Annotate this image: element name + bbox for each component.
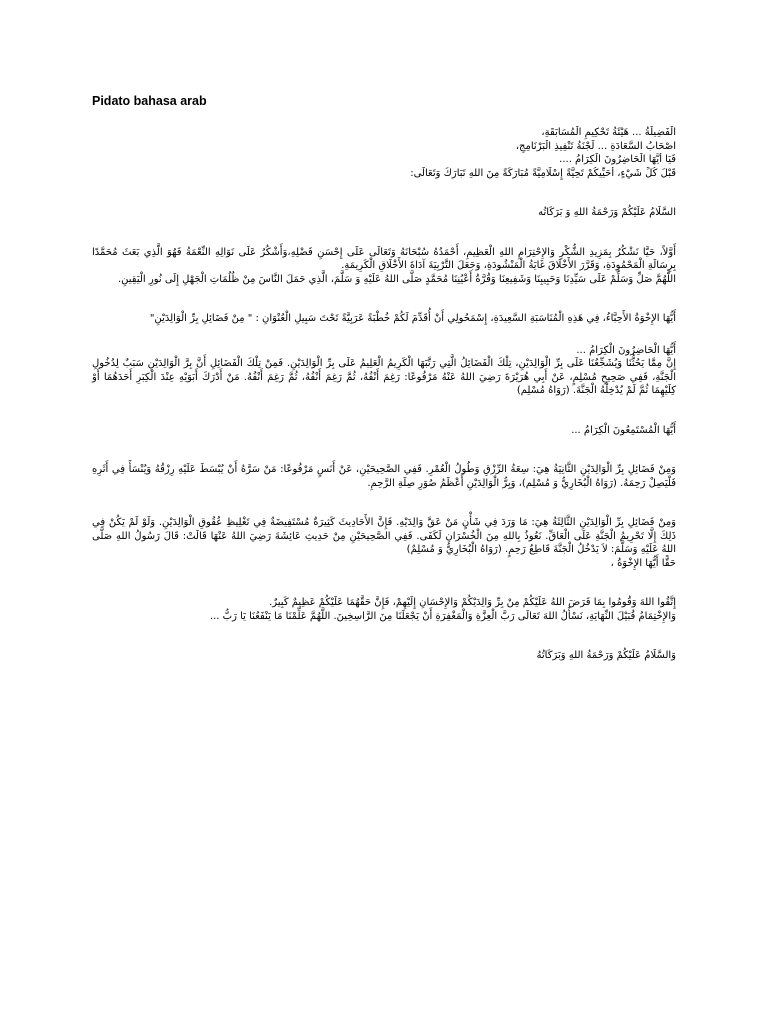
document-title: Pidato bahasa arab	[92, 94, 207, 108]
praise-paragraph: اللَّهُمَّ صَلِّ وَسَلِّمْ عَلَى سَيِّدِنَا وَحَبِيبِنَا وَشَفِيعِنَا وَقُرَّةُ أَعْيُنِنَا مُحَمَّدٍ صَلَّى اللهُ عَلَيْهِ وَ سَلَّمَ، الَّذِي حَمَلَ النَّاسَ مِنْ ظُلُمَاتِ الْجَهْلِ إِلَى نُورِ الْيَقِينِ.	[117, 273, 676, 285]
address-line: أَيُّهَا الْمُسْتَمِعُونَ الْكِرَامُ ...	[571, 424, 676, 436]
final-salam-line: وَالسَّلَامُ عَلَيْكُمْ وَرَحْمَةُ اللهِ وَبَرَكَاتُهُ	[536, 650, 676, 661]
salam-line: السَّلَامُ عَلَيْكُمْ وَرَحْمَةُ اللهِ وَ بَرَكَاتُه	[538, 207, 676, 218]
first-virtue-paragraph: إِنَّ مِمَّا يَحُثُّنَا وَيُشَجِّعُنَا عَلَى بِرِّ الْوَالِدَيْنِ، تِلْكَ الْفَضَائِلُ الَّتِي رَتَّبَهَا الْكَرِيمُ الْعَلِيمُ عَلَى بِرِّ الْوَالِدَيْنِ. فَمِنْ تِلْكَ الْفَضَائِلِ أَنَّ بِرَّ الْوَالِدَيْنِ سَبَبٌ لِدُخُولِ الْجَنَّةِ، فَفِي صَحِيحِ مُسْلِمٍ، عَنْ أَبِي هُرَيْرَةَ رَضِيَ اللهُ عَنْهُ مَرْفُوعًا: رَغِمَ أَنْفُهُ، ثُمَّ رَغِمَ أَنْفُهُ، ثُمَّ رَغِمَ أَنْفُهُ. مَنْ أَدْرَكَ أَبَوَيْهِ عِنْدَ الْكِبَرِ أَحَدَهُمَا أَوْ كِلَيْهِمَا ثُمَّ لَمْ يُدْخِلْهُ الْجَنَّةَ. (رَوَاهُ مُسْلِم)	[92, 358, 676, 396]
opening-block	[92, 126, 676, 180]
opening-line: الْفَضِيلَةُ ... هَيْئَةُ تَحْكِيمِ الْمُسَابَقَةِ،	[541, 127, 676, 138]
opening-line: فَيَا أَيُّهَا الْحَاضِرُونَ الْكِرَامُ ....	[559, 154, 676, 165]
praise-block	[92, 246, 676, 287]
third-virtue-paragraph: وَمِنْ فَضَائِلِ بِرِّ الْوَالِدَيْنِ الثَّالِثَةُ هِيَ: مَا وَرَدَ فِي شَأْنٍ مَنْ عَقَّ وَالِدَيْهِ. فَإِنَّ الأَحَادِيثَ كَثِيرَةٌ مُسْتَفِيضَةٌ فِي تَغْلِيظِ عُقُوقِ الْوَالِدَيْنِ. وَلَوْ لَمْ يَكُنْ فِي ذَلِكَ إِلَّا تَحْرِيمُ الْجَنَّةِ عَلَى الْعَاقِّ. نَعُوذُ بِاللهِ مِنَ الْخُسْرَانِ لَكَفَى. فَفِي الصَّحِيحَيْنِ مِنْ حَدِيثِ عَائِشَةَ رَضِيَ اللهُ عَنْهَا قَالَتْ: قَالَ رَسُولُ اللهِ صَلَّى اللهُ عَلَيْهِ وَسَلَّمَ: لاَ يَدْخُلُ الْجَنَّةَ قَاطِعُ رَحِمٍ. (رَوَاهُ الْبُخَارِيُّ وَ مُسْلِمٌ)	[92, 517, 676, 555]
speech-body	[92, 126, 676, 663]
opening-line: قَبْلَ كُلِّ شَيْءٍ، أُحَيِّيكُمْ تَحِيَّةً إِسْلَامِيَّةً مُبَارَكَةً مِنَ اللهِ تَبَارَكَ وَتَعَالَى:	[410, 167, 676, 179]
address-line: أَيُّهَا الْحَاضِرُونَ الْكِرَامُ ...	[576, 344, 676, 356]
second-virtue-paragraph: وَمِنْ فَضَائِلِ بِرِّ الْوَالِدَيْنِ الثَّانِيَةُ هِيَ: سِعَةُ الرِّزْقِ وَطُولُ الْعُمْرِ. فَفِي الصَّحِيحَيْنِ، عَنْ أَنَسٍ مَرْفُوعًا: مَنْ سَرَّهُ أَنْ يُبْسَطَ عَلَيْهِ رِزْقُهُ وَيُنْسَأَ فِي أَثَرِهِ فَلْيَصِلْ رَحِمَهُ. (رَوَاهُ الْبُخَارِيُّ وَ مُسْلِم)، وَبِرُّ الْوَالِدَيْنِ أَعْظَمُ صُوَرِ صِلَةِ الرَّحِمِ.	[92, 464, 676, 489]
topic-paragraph: أَيُّهَا الإِخْوَةُ الأَحِبَّاءُ، فِي هَذِهِ الْمُنَاسَبَةِ السَّعِيدَةِ، إِسْمَحُولِي أَنْ أُقَدِّمَ لَكُمْ خُطْبَةً عَرَبِيَّةً تَحْتَ سَبِيلِ الْعُنْوَانِ : " مِنْ فَضَائِلِ بِرِّ الْوَالِدَيْنِ"	[149, 313, 676, 324]
address-line: حَقًّا أَيُّهَا الإِخْوَةُ ،	[610, 557, 676, 569]
closing-paragraph: وَالإِخْتِمَامُ قُبَيْلَ النِّهَايَةِ، نَسْأَلُ اللهَ تَعَالَى رَبَّ الْعِزَّةِ وَالْمَغْفِرَةِ أَنْ يَجْعَلَنَا مِنَ الرَّاسِخِينَ. اللَّهُمَّ عَلِّمْنَا مَا يَنْفَعُنَا يَا رَبُّ ...	[209, 610, 676, 622]
closing-paragraph: إِتَّقُوا اللهَ وَقُومُوا بِمَا فَرَضَ اللهُ عَلَيْكُمْ مِنْ بِرِّ وَالِدَيْكُمْ وَالإِحْسَانِ إِلَيْهِمْ، فَإِنَّ حَقَّهُمَا عَلَيْكُمْ عَظِيمٌ كَبِيرٌ.	[269, 597, 676, 608]
opening-line: اصْحَابُ السَّعَادَةِ ... لَجْنَةُ تَنْفِيذِ الْبَرْنَامِجِ،	[515, 140, 676, 152]
praise-paragraph: أَوَّلاً، حَيَّا نَشْكُرُ بِمَزِيدِ الشُّكْرِ وَالإِحْتِرَامِ اللهِ الْعَظِيمِ، أَحْمَدُهُ سُبْحَانَهُ وَتَعَالَى عَلَى إِحْسَنِ فَضْلِهِ،وَأَشْكُرُ عَلَى نَوَالِهِ النِّعْمَةُ فَهُوَ الَّذِي بَعَثَ مُحَمَّدًا بِرِسَالَةِ الْمَحْمُودَةِ، وَقَرَّرَ الأَخْلَاقَ غَايَةُ الْمَنْشُودَةِ، وَجَعَلَ التَّرْبِيَةَ آدَاةَ الأَخْلَاقِ الْكَرِيمَةِ.	[92, 246, 676, 271]
